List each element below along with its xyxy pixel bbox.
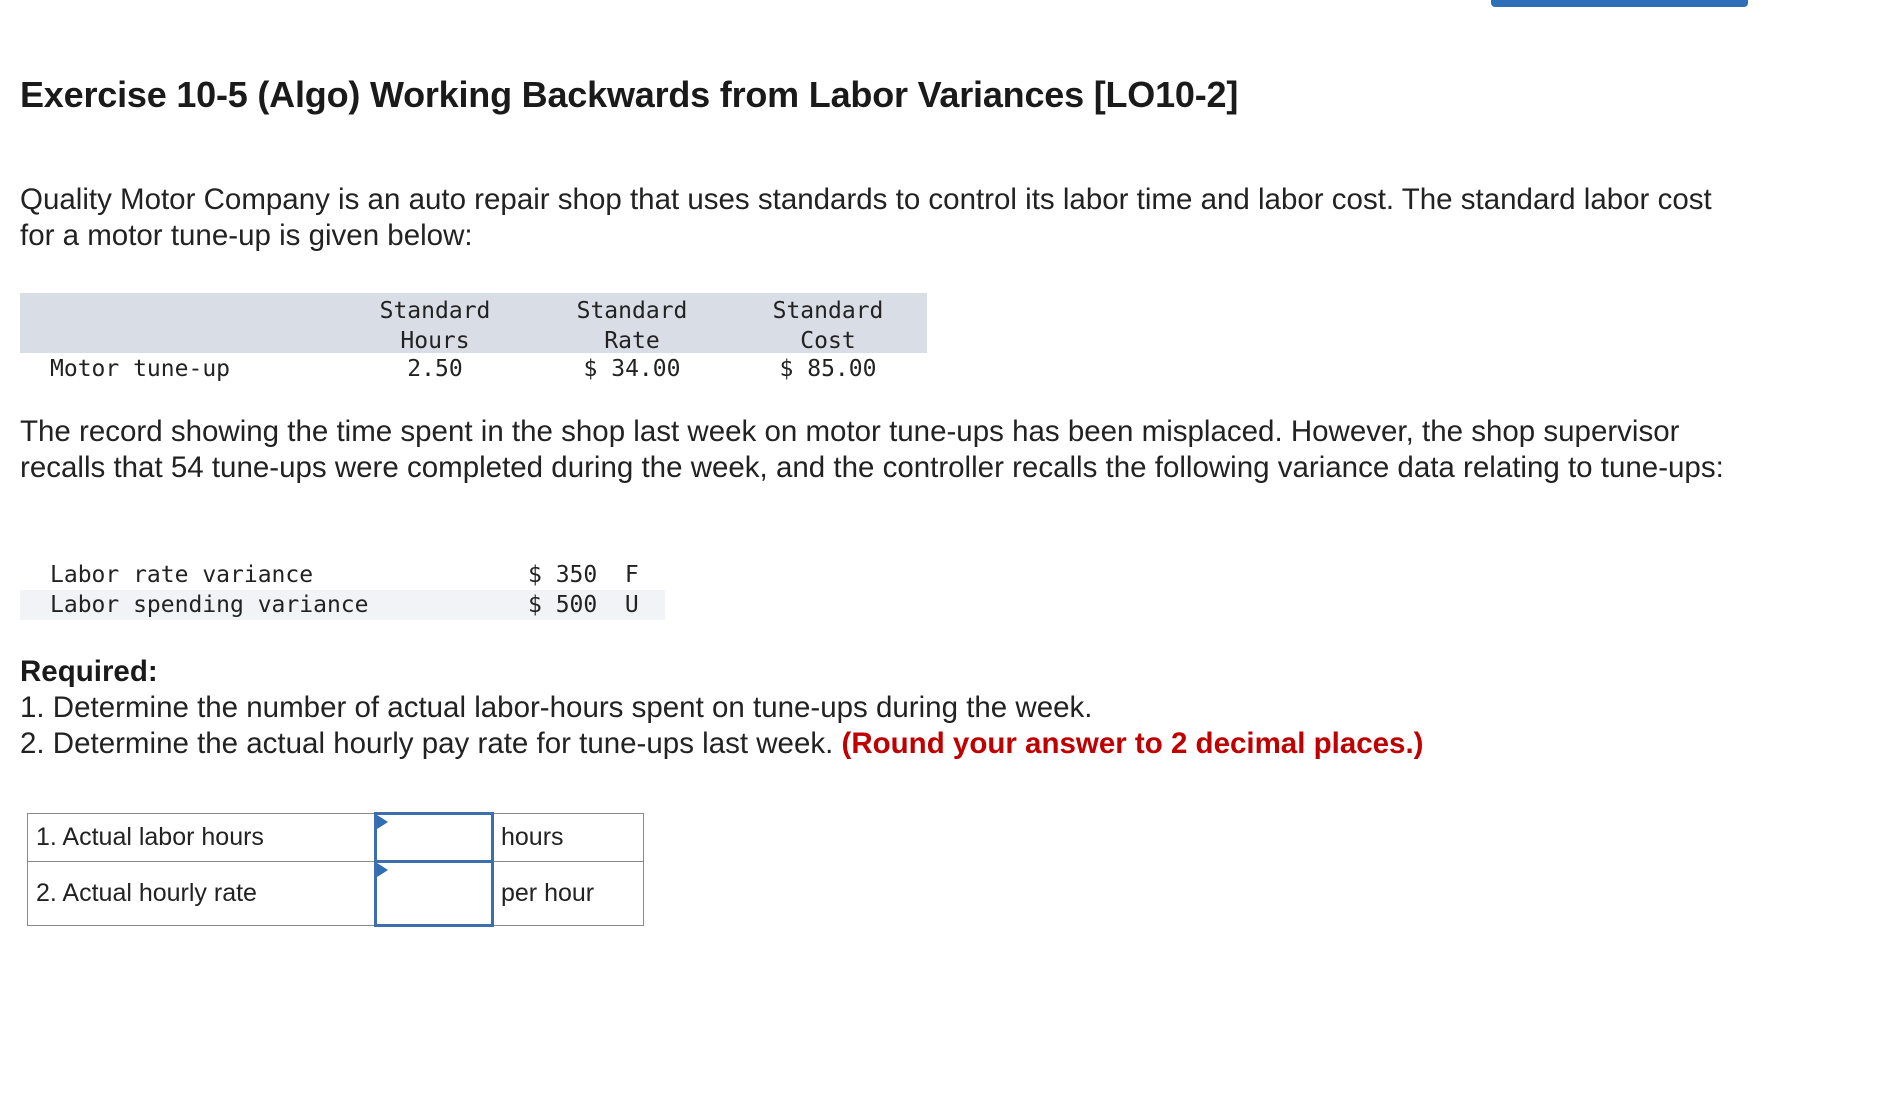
- top-action-bar[interactable]: [1491, 0, 1748, 7]
- header-line: Rate: [604, 328, 660, 354]
- standard-cost-value: $ 85.00: [779, 356, 877, 382]
- header-line: Standard: [772, 298, 884, 324]
- answer-input-cell: [376, 814, 493, 862]
- table-row: [28, 862, 644, 926]
- table-row: [28, 814, 644, 862]
- answer-unit: per hour: [493, 862, 644, 926]
- answer-label: 1. Actual labor hours: [28, 814, 376, 862]
- table-row: [20, 560, 665, 590]
- header-standard-hours: [350, 296, 520, 356]
- answer-unit: hours: [493, 814, 644, 862]
- required-item-2: [20, 726, 1423, 762]
- header-line: Cost: [800, 328, 856, 354]
- header-standard-cost: [743, 296, 913, 356]
- variance-label: Labor spending variance: [50, 592, 369, 618]
- answer-table: [27, 812, 644, 927]
- table-row: [20, 353, 927, 385]
- required-item-1: 1. Determine the number of actual labor-hours spent on tune-ups during the week.: [20, 691, 1093, 724]
- header-line: Standard: [576, 298, 688, 324]
- record-text: The record showing the time spent in the shop last week on motor tune-ups has been misplaced. However, the shop supervisor recalls that 54 tune-ups were completed during the week, and the controller recalls the following variance data relating to tune-ups:: [20, 415, 1724, 484]
- row-label: Motor tune-up: [50, 356, 231, 382]
- flag-marker-icon: [377, 863, 388, 877]
- intro-text: Quality Motor Company is an auto repair shop that uses standards to control its labor time and labor cost. The standard labor cost for a motor tune-up is given below:: [20, 183, 1712, 252]
- standard-hours-value: 2.50: [407, 356, 463, 382]
- actual-hourly-rate-input[interactable]: [377, 863, 491, 924]
- required-section: [20, 654, 1423, 762]
- variance-label: Labor rate variance: [50, 562, 314, 588]
- variance-amount: $ 500 U: [528, 592, 639, 618]
- header-standard-rate: [547, 296, 717, 356]
- answer-input-cell: [376, 862, 493, 926]
- actual-labor-hours-input[interactable]: [377, 815, 491, 860]
- header-line: Hours: [400, 328, 470, 354]
- table-row: [20, 590, 665, 620]
- page-title: Exercise 10-5 (Algo) Working Backwards from Labor Variances [LO10-2]: [20, 74, 1239, 115]
- rounding-note: (Round your answer to 2 decimal places.): [841, 727, 1424, 760]
- required-heading: Required:: [20, 655, 158, 688]
- standard-cost-table: [20, 293, 927, 385]
- answer-label: 2. Actual hourly rate: [28, 862, 376, 926]
- variance-amount: $ 350 F: [528, 562, 639, 588]
- required-item-2-text: 2. Determine the actual hourly pay rate for tune-ups last week.: [20, 727, 834, 760]
- standard-rate-value: $ 34.00: [583, 356, 681, 382]
- flag-marker-icon: [377, 815, 388, 829]
- header-line: Standard: [379, 298, 491, 324]
- variance-table: [20, 560, 665, 620]
- standard-cost-table-header: [20, 293, 927, 353]
